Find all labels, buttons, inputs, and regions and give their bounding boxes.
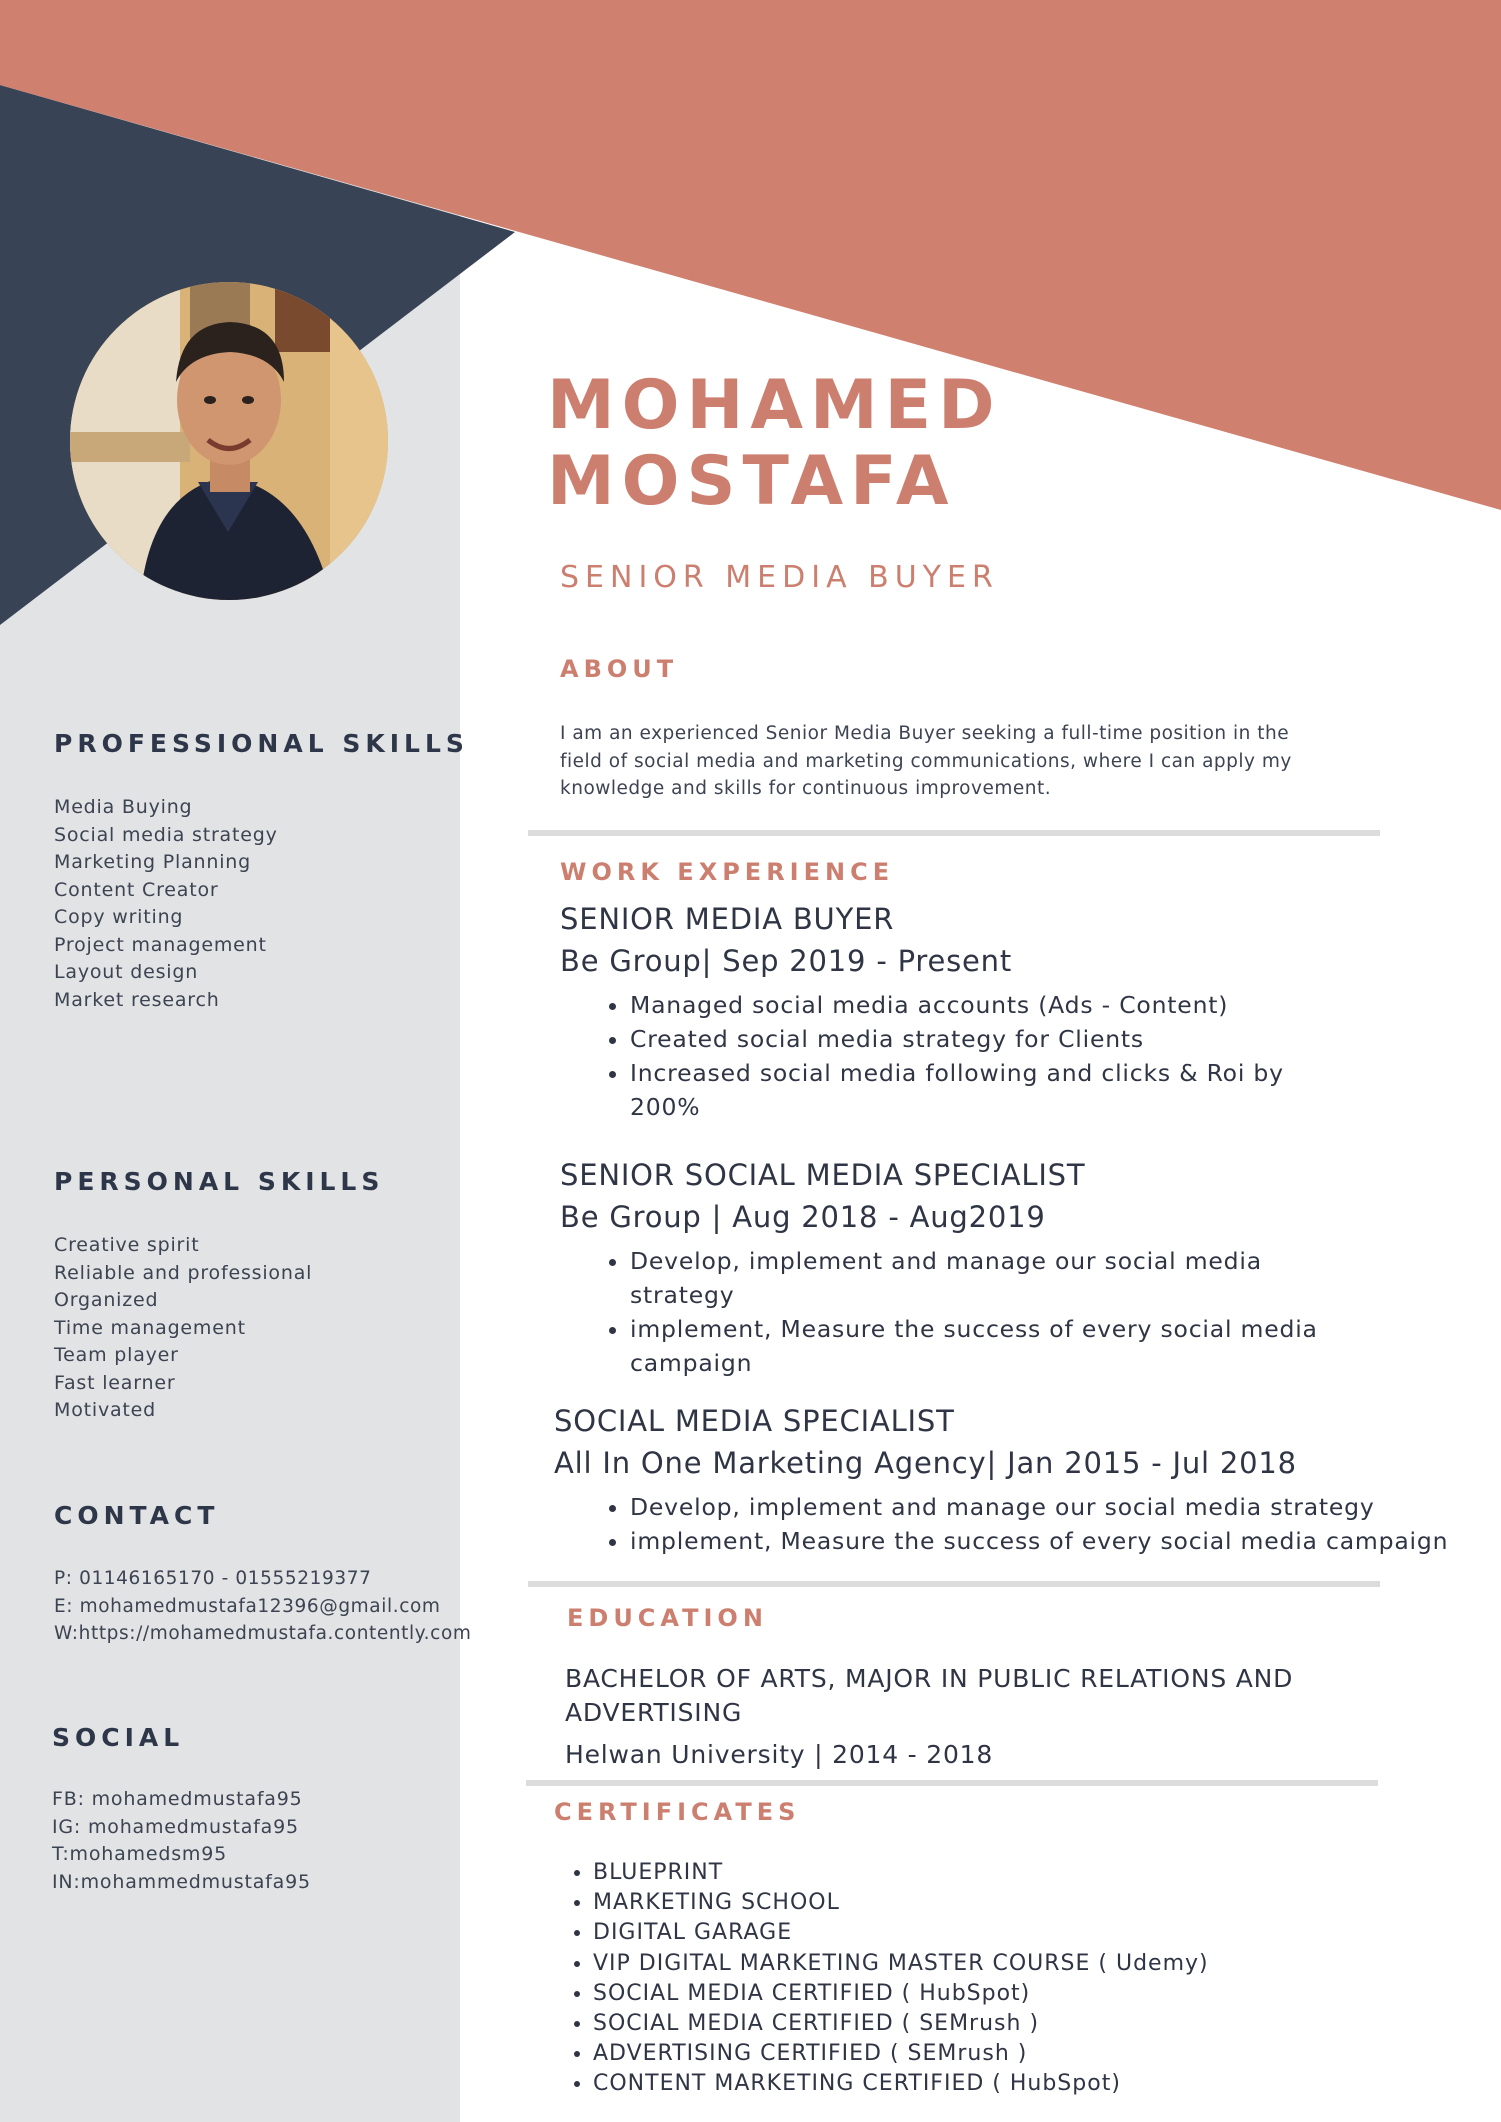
certificates-list	[558, 1858, 1209, 2100]
about-heading: ABOUT	[560, 655, 679, 683]
certificates-heading: CERTIFICATES	[554, 1798, 801, 1826]
social-instagram[interactable]: IG: mohamedmustafa95	[52, 1815, 299, 1838]
professional-skills-heading: PROFESSIONAL SKILLS	[54, 729, 469, 758]
list-item: • Develop, implement and manage our social media strategy	[630, 1490, 1454, 1524]
list-item: • SOCIAL MEDIA CERTIFIED ( HubSpot)	[593, 1979, 1209, 2009]
list-item: • Develop, implement and manage our social media strategy	[630, 1244, 1360, 1312]
list-item: Market research	[54, 988, 220, 1011]
social-twitter[interactable]: T:mohamedsm95	[52, 1843, 227, 1865]
job-title: SENIOR MEDIA BUYER	[560, 560, 999, 595]
list-item: • implement, Measure the success of every social media campaign	[630, 1312, 1360, 1380]
personal-skills-list	[54, 1232, 312, 1425]
list-item: Content Creator	[54, 878, 219, 901]
list-item: Reliable and professional	[54, 1261, 313, 1284]
profile-photo	[70, 282, 388, 600]
list-item: • Managed social media accounts (Ads - Content)	[630, 988, 1360, 1022]
list-item: Team player	[54, 1344, 179, 1366]
job-entry-1	[560, 898, 1360, 1124]
list-item: Time management	[54, 1316, 246, 1339]
job-role: SENIOR MEDIA BUYER	[560, 902, 895, 936]
list-item: Marketing Planning	[54, 851, 251, 873]
list-item: • MARKETING SCHOOL	[593, 1888, 1209, 1918]
list-item: Fast learner	[54, 1371, 176, 1394]
divider	[528, 830, 1380, 836]
job-bullets	[554, 1490, 1454, 1558]
education-heading: EDUCATION	[567, 1604, 768, 1632]
last-name: MOSTAFA	[547, 442, 956, 521]
job-bullets	[560, 1244, 1360, 1380]
list-item: • Increased social media following and clicks & Roi by 200%	[630, 1056, 1360, 1124]
list-item: • BLUEPRINT	[593, 1858, 1209, 1888]
education-school: Helwan University | 2014 - 2018	[565, 1740, 994, 1769]
list-item: Creative spirit	[54, 1234, 200, 1256]
contact-heading: CONTACT	[54, 1501, 220, 1530]
list-item: • ADVERTISING CERTIFIED ( SEMrush )	[593, 2039, 1209, 2069]
job-role: SENIOR SOCIAL MEDIA SPECIALIST	[560, 1158, 1086, 1192]
list-item: Copy writing	[54, 906, 184, 928]
list-item: • Created social media strategy for Clients	[630, 1022, 1360, 1056]
education-degree: BACHELOR OF ARTS, MAJOR IN PUBLIC RELATIONS AND ADVERTISING	[565, 1664, 1294, 1727]
list-item: Social media strategy	[54, 823, 278, 846]
list-item: Organized	[54, 1289, 159, 1311]
social-list	[52, 1786, 311, 1896]
divider	[526, 1780, 1378, 1786]
list-item: • implement, Measure the success of every social media campaign	[630, 1524, 1454, 1558]
job-company: Be Group | Aug 2018 - Aug2019	[560, 1200, 1046, 1234]
list-item: • VIP DIGITAL MARKETING MASTER COURSE ( Udemy)	[593, 1949, 1209, 1979]
professional-skills-list	[54, 794, 278, 1014]
list-item: Motivated	[54, 1399, 157, 1421]
job-role: SOCIAL MEDIA SPECIALIST	[554, 1404, 955, 1438]
contact-website[interactable]: W:https://mohamedmustafa.contently.com	[54, 1623, 472, 1644]
social-heading: SOCIAL	[52, 1723, 185, 1752]
first-name: MOHAMED	[547, 366, 1002, 445]
contact-email[interactable]: E: mohamedmustafa12396@gmail.com	[54, 1595, 441, 1617]
full-name	[547, 368, 1002, 520]
list-item: Project management	[54, 933, 267, 956]
job-entry-3	[554, 1400, 1454, 1558]
job-bullets	[560, 988, 1360, 1124]
portrait-illustration	[70, 282, 388, 600]
contact-list	[54, 1565, 471, 1648]
list-item: • SOCIAL MEDIA CERTIFIED ( SEMrush )	[593, 2009, 1209, 2039]
list-item: • CONTENT MARKETING CERTIFIED ( HubSpot)	[593, 2069, 1209, 2099]
job-entry-2	[560, 1154, 1360, 1380]
list-item: Media Buying	[54, 796, 193, 818]
list-item: Layout design	[54, 961, 199, 983]
about-text: I am an experienced Senior Media Buyer seeking a full-time position in the field of social media and marketing communications, where I can apply my knowledge and skills for continuous improvement.	[560, 723, 1292, 799]
list-item: • DIGITAL GARAGE	[593, 1918, 1209, 1948]
social-facebook[interactable]: FB: mohamedmustafa95	[52, 1788, 303, 1810]
job-company: All In One Marketing Agency| Jan 2015 - Jul 2018	[554, 1446, 1297, 1480]
contact-phone: P: 01146165170 - 01555219377	[54, 1568, 372, 1589]
personal-skills-heading: PERSONAL SKILLS	[54, 1167, 385, 1196]
divider	[528, 1581, 1380, 1587]
work-experience-heading: WORK EXPERIENCE	[560, 858, 895, 886]
job-company: Be Group| Sep 2019 - Present	[560, 944, 1013, 978]
social-linkedin[interactable]: IN:mohammedmustafa95	[52, 1870, 311, 1893]
